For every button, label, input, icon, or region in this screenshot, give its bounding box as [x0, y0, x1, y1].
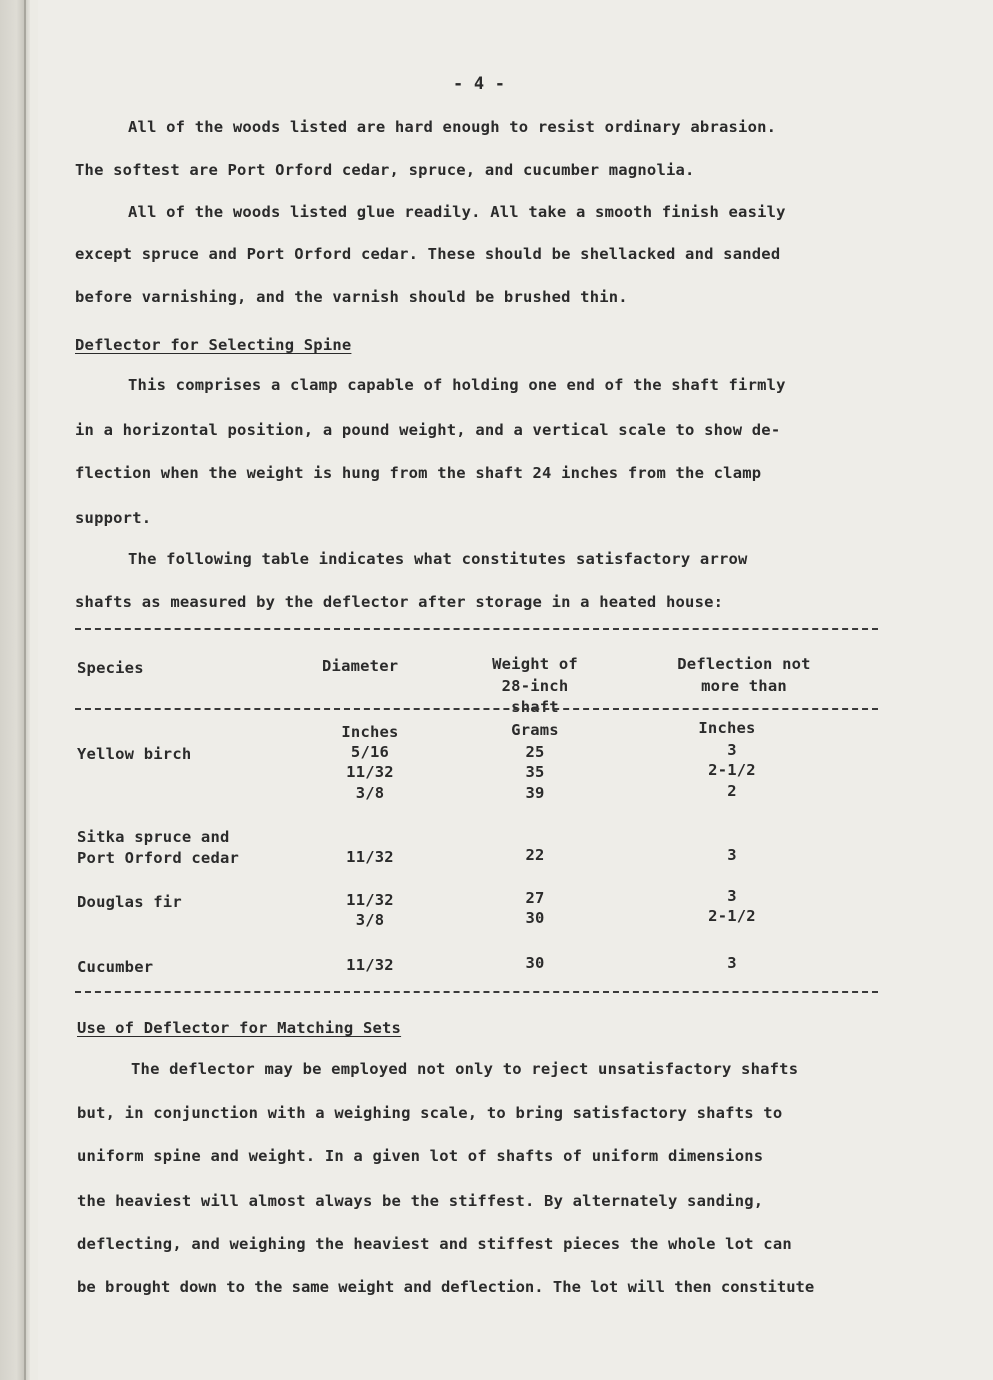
- paragraph-line: support.: [75, 509, 152, 527]
- table-cell-diameter: 5/16: [350, 743, 390, 761]
- table-cell-weight: 27: [525, 889, 545, 907]
- table-top-rule: [75, 628, 878, 630]
- section-heading: Deflector for Selecting Spine: [75, 336, 352, 354]
- page-number: - 4 -: [453, 74, 506, 94]
- table-cell-species: Port Orford cedar: [77, 849, 240, 867]
- table-bottom-rule: [75, 991, 878, 993]
- table-cell-weight: 22: [525, 846, 545, 864]
- table-header-weight: Weight of: [492, 655, 578, 673]
- table-cell-diameter: 3/8: [355, 911, 385, 929]
- table-cell-species: Cucumber: [77, 958, 154, 976]
- table-header-weight: shaft: [511, 698, 559, 716]
- paragraph-line: All of the woods listed are hard enough to resist ordinary abrasion.: [128, 118, 777, 136]
- paragraph-line: but, in conjunction with a weighing scale, to bring satisfactory shafts to: [77, 1104, 783, 1122]
- paragraph-line: deflecting, and weighing the heaviest and stiffest pieces the whole lot can: [77, 1235, 792, 1253]
- paragraph-line: be brought down to the same weight and deflection. The lot will then constitute: [77, 1278, 815, 1296]
- paragraph-line: in a horizontal position, a pound weight, and a vertical scale to show de-: [75, 421, 781, 439]
- table-cell-species: Douglas fir: [77, 893, 182, 911]
- paragraph-line: shafts as measured by the deflector after storage in a heated house:: [75, 593, 724, 611]
- table-cell-species: Yellow birch: [77, 745, 192, 763]
- binding-edge: [24, 0, 26, 1380]
- paragraph-line: All of the woods listed glue readily. All take a smooth finish easily: [128, 203, 786, 221]
- paragraph-line: This comprises a clamp capable of holding one end of the shaft firmly: [128, 376, 786, 394]
- table-cell-weight: 30: [525, 954, 545, 972]
- table-cell-weight: 39: [525, 784, 545, 802]
- table-header-weight: 28-inch: [501, 677, 569, 695]
- table-cell-weight: 30: [525, 909, 545, 927]
- table-cell-deflection: 3: [727, 741, 737, 759]
- paragraph-line: flection when the weight is hung from the shaft 24 inches from the clamp: [75, 464, 762, 482]
- paragraph-line: except spruce and Port Orford cedar. These should be shellacked and sanded: [75, 245, 781, 263]
- table-header-species: Species: [77, 659, 144, 677]
- table-header-deflection: more than: [701, 677, 787, 695]
- paragraph-line: before varnishing, and the varnish should be brushed thin.: [75, 288, 628, 306]
- table-cell-deflection: 2-1/2: [708, 907, 756, 925]
- document-page: [38, 0, 993, 1380]
- table-cell-species: Sitka spruce and: [77, 828, 230, 846]
- table-cell-deflection: 2: [727, 782, 737, 800]
- paragraph-line: The deflector may be employed not only to reject unsatisfactory shafts: [131, 1060, 799, 1078]
- paragraph-line: The following table indicates what constitutes satisfactory arrow: [128, 550, 748, 568]
- table-cell-deflection: 2-1/2: [708, 761, 756, 779]
- paragraph-line: The softest are Port Orford cedar, spruce, and cucumber magnolia.: [75, 161, 695, 179]
- table-cell-diameter: 3/8: [355, 784, 385, 802]
- table-cell-diameter: 11/32: [346, 956, 394, 974]
- section-heading: Use of Deflector for Matching Sets: [77, 1019, 402, 1037]
- table-cell-deflection: 3: [727, 887, 737, 905]
- table-cell-diameter: 11/32: [346, 848, 394, 866]
- table-header-deflection: Deflection not: [677, 655, 811, 673]
- table-cell-weight: 35: [525, 763, 545, 781]
- paragraph-line: uniform spine and weight. In a given lot of shafts of uniform dimensions: [77, 1147, 764, 1165]
- unit-label: Grams: [511, 721, 559, 739]
- table-cell-deflection: 3: [727, 846, 737, 864]
- table-cell-diameter: 11/32: [346, 891, 394, 909]
- table-header-rule: [75, 708, 878, 710]
- unit-label: Inches: [341, 723, 399, 741]
- paragraph-line: the heaviest will almost always be the stiffest. By alternately sanding,: [77, 1192, 764, 1210]
- table-header-diameter: Diameter: [322, 657, 399, 675]
- unit-label: Inches: [698, 719, 756, 737]
- table-cell-diameter: 11/32: [346, 763, 394, 781]
- table-cell-weight: 25: [525, 743, 545, 761]
- table-cell-deflection: 3: [727, 954, 737, 972]
